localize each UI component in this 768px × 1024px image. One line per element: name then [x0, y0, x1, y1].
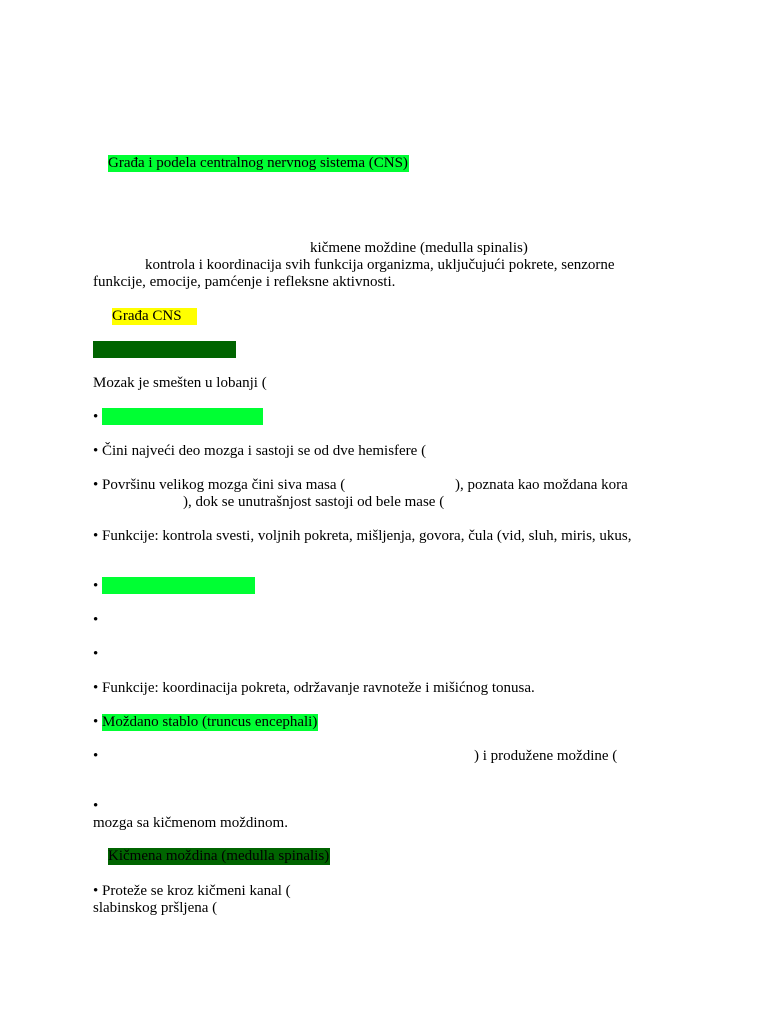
brainstem-bullet-2: •: [93, 798, 99, 814]
cerebrum-gray-matter: • Površinu velikog mozga čini siva masa (: [93, 477, 346, 493]
cerebrum-cortex: ), poznata kao moždana kora: [455, 477, 628, 493]
brainstem-title: Moždano stablo (truncus encephali): [102, 714, 318, 730]
cerebrum-hemispheres: • Čini najveći deo mozga i sastoji se od dve hemisfere (: [93, 443, 427, 459]
cerebellum-bullet: •: [93, 578, 99, 594]
intro-line-1: kičmene moždine (medulla spinalis): [310, 240, 528, 256]
brainstem-connection: mozga sa kičmenom moždinom.: [93, 815, 288, 831]
cerebrum-white-matter: ), dok se unutrašnjost sastoji od bele mase (: [183, 494, 445, 510]
cerebrum-bullet: •: [93, 409, 99, 425]
structure-heading: Građa CNS: [112, 308, 197, 325]
brainstem-bullet-1: •: [93, 748, 99, 764]
cerebellum-functions: • Funkcije: koordinacija pokreta, održavanje ravnoteže i mišićnog tonusa.: [93, 680, 535, 696]
cerebrum-title-highlight: [102, 408, 263, 425]
cerebellum-title-highlight: [102, 577, 255, 594]
cerebrum-functions: • Funkcije: kontrola svesti, voljnih pokreta, mišljenja, govora, čula (vid, sluh, miris, ukus,: [93, 528, 632, 544]
brain-location-text: Mozak je smešten u lobanji (: [93, 375, 267, 391]
spinal-vertebra-text: slabinskog pršljena (: [93, 900, 218, 916]
intro-line-3: funkcije, emocije, pamćenje i refleksne aktivnosti.: [93, 274, 396, 290]
cerebellum-bullet-1: •: [93, 612, 99, 628]
cerebellum-bullet-2: •: [93, 646, 99, 662]
intro-line-2: kontrola i koordinacija svih funkcija organizma, uključujući pokrete, senzorne: [145, 257, 615, 273]
spinal-canal-text: • Proteže se kroz kičmeni kanal (: [93, 883, 291, 899]
main-heading: Građa i podela centralnog nervnog sistema (CNS): [108, 155, 408, 171]
brainstem-bullet: •: [93, 714, 99, 730]
spinal-cord-heading: Kičmena moždina (medulla spinalis): [108, 848, 330, 864]
brainstem-medulla: ) i produžene moždine (: [474, 748, 618, 764]
redacted-dark-highlight: [93, 341, 236, 358]
